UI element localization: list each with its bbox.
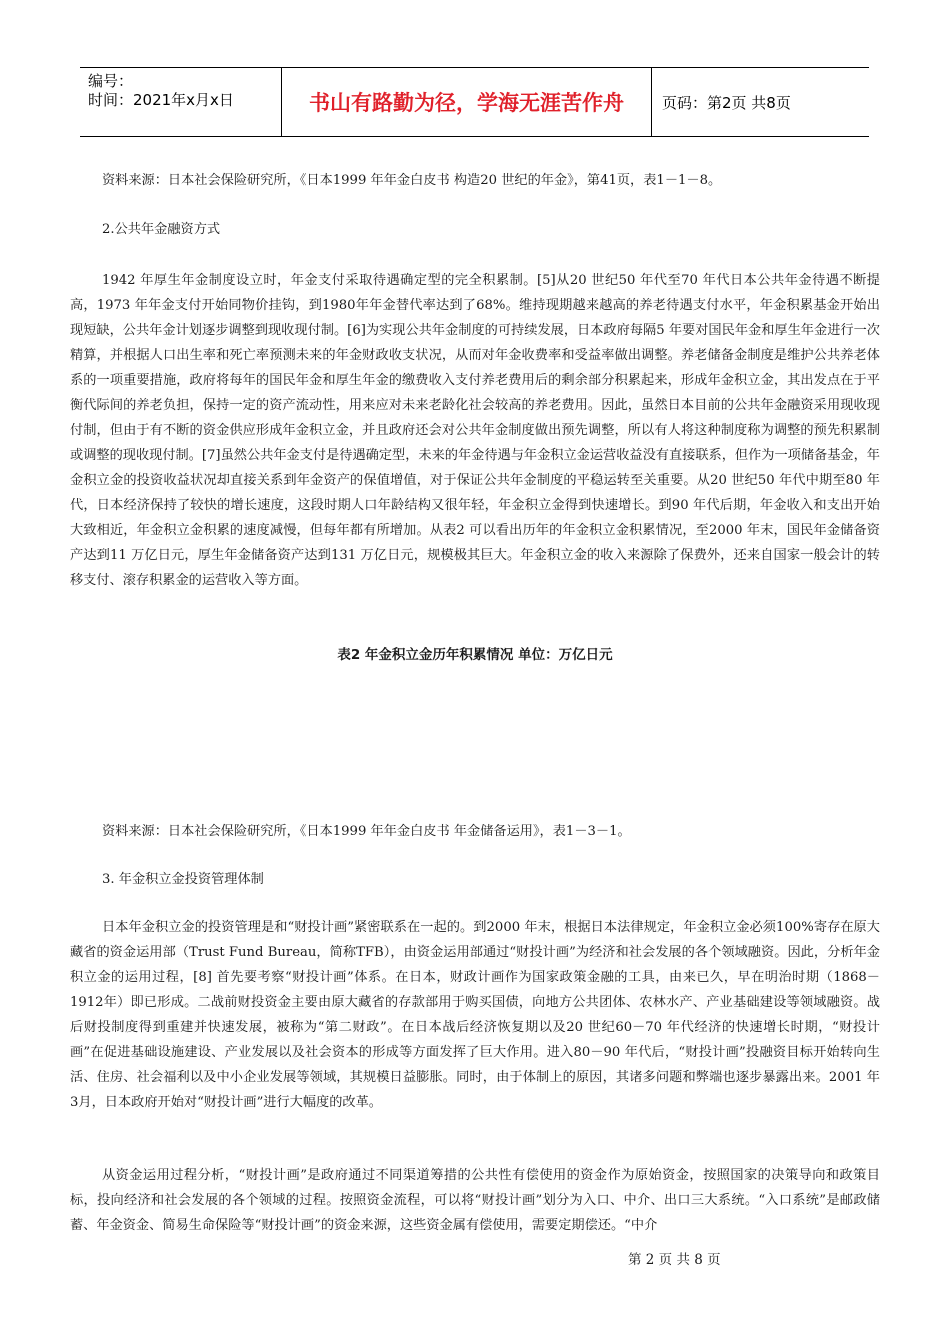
source-note-2: 资料来源：日本社会保险研究所，《日本1999 年年金白皮书 年金储备运用》，表1－3－1。 [102,824,631,839]
header-number-label: 编号： [88,72,134,90]
header-page-label: 页码：第2页 共8页 [662,93,791,112]
section-heading-2: 2.公共年金融资方式 [102,222,221,237]
paragraph-1: 1942 年厚生年金制度设立时，年金支付采取待遇确定型的完全积累制。[5]从20 世纪50 年代至70 年代日本公共年金待遇不断提高，1973 年年金支付开始同物价挂钩，到1980年年金替代率达到了68%。维持现期越来越高的养老待遇支付水平，年金积累基金开始出现短缺，公共年金计划逐步调整到现收现付制。[6]为实现公共年金制度的可持续发展，日本政府每隔5 年要对国民年金和厚生年金进行一次精算，并根据人口出生率和死亡率预测未来的年金财政收支状况，从而对年金收费率和受益率做出调整。养老储备金制度是维护公共养老体系的一项重要措施，政府将每年的国民年金和厚生年金的缴费收入支付养老费用后的剩余部分积累起来，形成年金积立金，其出发点在于平衡代际间的养老负担，保持一定的资产流动性，用来应对未来老龄化社会较高的养老费用。因此，虽然日本目前的公共年金融资采用现收现付制，但由于有不断的资金供应形成年金积立金，并且政府还会对公共年金制度做出预先调整，所以有人将这种制度称为调整的预先积累制或调整的现收现付制。[7]虽然公共年金支付是待遇确定型，未来的年金待遇与年金积立金运营收益没有直接联系，但作为一项储备基金，年金积立金的投资收益状况却直接关系到年金资产的保值增值，对于保证公共年金制度的平稳运转至关重要。从20 世纪50 年代中期至80 年代，日本经济保持了较快的增长速度，这段时期人口年龄结构又很年轻，年金积立金得到快速增长。到90 年代后期，年金收入和支出开始大致相近，年金积立金积累的速度减慢，但每年都有所增加。从表2 可以看出历年的年金积立金积累情况，至2000 年末，国民年金储备资产达到11 万亿日元，厚生年金储备资产达到131 万亿日元，规模极其巨大。年金积立金的收入来源除了保费外，还来自国家一般会计的转移支付、滚存积累金的运营收入等方面。 [70,273,880,588]
source-note-1: 资料来源：日本社会保险研究所，《日本1999 年年金白皮书 构造20 世纪的年金》，第41页，表1－1－8。 [102,173,722,188]
section-heading-3: 3. 年金积立金投资管理体制 [102,872,264,887]
header-motto: 书山有路勤为径，学海无涯苦作舟 [309,91,624,115]
paragraph-3: 从资金运用过程分析，“财投计画”是政府通过不同渠道筹措的公共性有偿使用的资金作为原始资金，按照国家的决策导向和政策目标，投向经济和社会发展的各个领域的过程。按照资金流程，可以将“财投计画”划分为入口、中介、出口三大系统。“入口系统”是邮政储蓄、年金资金、简易生命保险等“财投计画”的资金来源，这些资金属有偿使用，需要定期偿还。“中介 [70,1168,880,1233]
header-date-label: 时间：2021年x月x日 [88,91,234,109]
page-header [80,67,869,137]
paragraph-2: 日本年金积立金的投资管理是和“财投计画”紧密联系在一起的。到2000 年末，根据日本法律规定，年金积立金必须100%寄存在原大藏省的资金运用部（Trust Fund Bureau，简称TFB），由资金运用部通过“财投计画”为经济和社会发展的各个领域融资。因此，分析年金积立金的运用过程，[8] 首先要考察“财投计画”体系。在日本，财政计画作为国家政策金融的工具，由来已久，早在明治时期（1868－1912年）即已形成。二战前财投资金主要由原大藏省的存款部用于购买国债，向地方公共团体、农林水产、产业基础建设等领域融资。战后财投制度得到重建并快速发展，被称为“第二财政”。在日本战后经济恢复期以及20 世纪60－70 年代经济的快速增长时期，“财投计画”在促进基础设施建设、产业发展以及社会资本的形成等方面发挥了巨大作用。进入80－90 年代后，“财投计画”投融资目标开始转向生活、住房、社会福利以及中小企业发展等领域，其规模日益膨胀。同时，由于体制上的原因，其诸多问题和弊端也逐步暴露出来。2001 年3月，日本政府开始对“财投计画”进行大幅度的改革。 [70,920,880,1110]
page-footer: 第 2 页 共 8 页 [628,1252,721,1268]
table-2-title: 表2 年金积立金历年积累情况 单位：万亿日元 [337,647,613,663]
header-motto-cell [282,68,652,136]
header-meta [80,68,282,136]
